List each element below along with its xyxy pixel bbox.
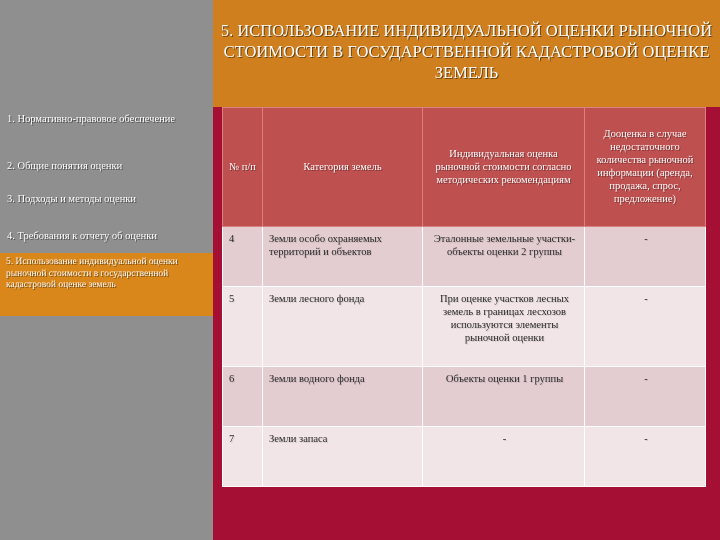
cell-land-category: Земли запаса xyxy=(263,427,423,487)
header-land-category: Категория земель xyxy=(263,108,423,227)
table-row xyxy=(223,427,706,487)
page-title: 5. ИСПОЛЬЗОВАНИЕ ИНДИВИДУАЛЬНОЙ ОЦЕНКИ РЫНОЧНОЙ СТОИМОСТИ В ГОСУДАРСТВЕННОЙ КАДАСТРОВОЙ ОЦЕНКЕ ЗЕМЕЛЬ xyxy=(220,21,713,82)
cell-additional-valuation: - xyxy=(585,227,706,287)
sidebar-item-approaches-methods[interactable]: 3. Подходы и методы оценки xyxy=(7,194,137,205)
table-row xyxy=(223,227,706,287)
table-row xyxy=(223,367,706,427)
cell-number: 6 xyxy=(223,367,263,427)
land-categories-table xyxy=(222,107,706,487)
table-header-row xyxy=(223,108,706,227)
header-individual-valuation: Индивидуальная оценка рыночной стоимости согласно методических рекомендациям xyxy=(423,108,585,227)
sidebar-item-legal-framework[interactable]: 1. Нормативно-правовое обеспечение xyxy=(7,114,176,125)
header-number: № п/п xyxy=(223,108,263,227)
cell-individual-valuation: Эталонные земельные участки-объекты оценки 2 группы xyxy=(423,227,585,287)
cell-additional-valuation: - xyxy=(585,287,706,367)
sidebar-item-report-requirements[interactable]: 4. Требования к отчету об оценки xyxy=(7,231,157,242)
cell-additional-valuation: - xyxy=(585,427,706,487)
sidebar-item-individual-valuation[interactable]: 5. Использование индивидуальной оценки рыночной стоимости в государственной кадастровой оценке земель xyxy=(0,253,213,316)
header xyxy=(213,0,720,107)
cell-land-category: Земли особо охраняемых территорий и объектов xyxy=(263,227,423,287)
cell-individual-valuation: Объекты оценки 1 группы xyxy=(423,367,585,427)
cell-number: 4 xyxy=(223,227,263,287)
table-row xyxy=(223,287,706,367)
cell-land-category: Земли лесного фонда xyxy=(263,287,423,367)
cell-number: 7 xyxy=(223,427,263,487)
cell-additional-valuation: - xyxy=(585,367,706,427)
sidebar-item-general-concepts[interactable]: 2. Общие понятия оценки xyxy=(7,161,123,172)
cell-land-category: Земли водного фонда xyxy=(263,367,423,427)
header-additional-valuation: Дооценка в случае недостаточного количества рыночной информации (аренда, продажа, спрос, предложение) xyxy=(585,108,706,227)
cell-individual-valuation: При оценке участков лесных земель в границах лесхозов используются элементы рыночной оценки xyxy=(423,287,585,367)
sidebar xyxy=(0,0,213,540)
cell-individual-valuation: - xyxy=(423,427,585,487)
cell-number: 5 xyxy=(223,287,263,367)
